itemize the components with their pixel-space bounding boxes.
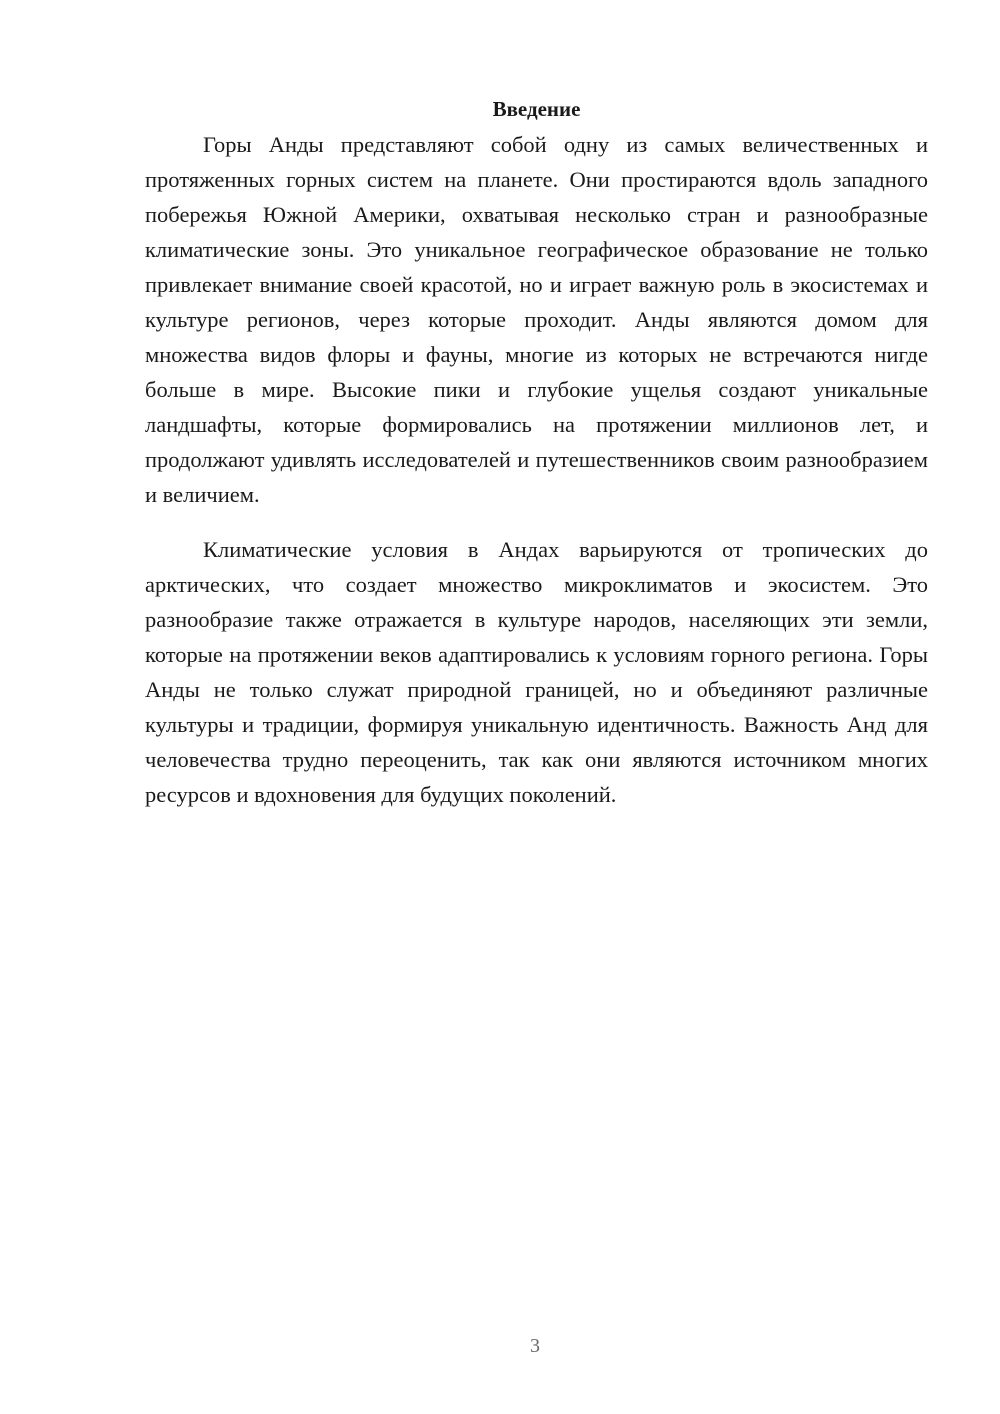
paragraph-1: Горы Анды представляют собой одну из самых величественных и протяженных горных систем на планете. Они простираются вдоль западного побережья Южной Америки, охватывая несколько стран и разнообразные климатические зоны. Это уникальное географическое образование не только привлекает внимание своей красотой, но и играет важную роль в экосистемах и культуре регионов, через которые проходит. Анды являются домом для множества видов флоры и фауны, многие из которых не встречаются нигде больше в мире. Высокие пики и глубокие ущелья создают уникальные ландшафты, которые формировались на протяжении миллионов лет, и продолжают удивлять исследователей и путешественников своим разнообразием и величием.	[145, 132, 928, 507]
page-number: 3	[530, 1335, 540, 1357]
paragraph-2: Климатические условия в Андах варьируются от тропических до арктических, что создает множество микроклиматов и экосистем. Это разнообразие также отражается в культуре народов, населяющих эти земли, которые на протяжении веков адаптировались к условиям горного региона. Горы Анды не только служат природной границей, но и объединяют различные культуры и традиции, формируя уникальную идентичность. Важность Анд для человечества трудно переоценить, так как они являются источником многих ресурсов и вдохновения для будущих поколений.	[145, 537, 928, 807]
page-content	[145, 92, 928, 812]
section-heading: Введение	[492, 97, 581, 121]
